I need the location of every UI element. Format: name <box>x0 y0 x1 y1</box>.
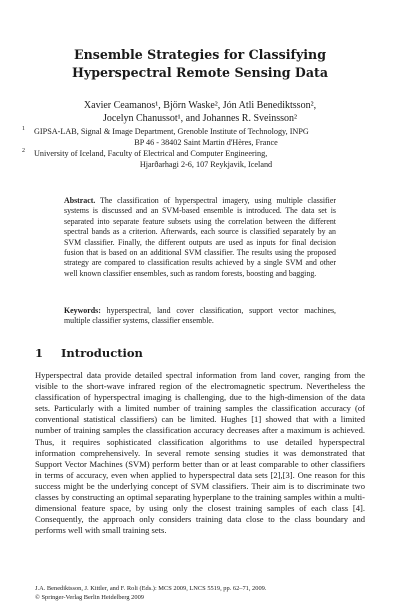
paper-title <box>0 46 400 82</box>
authors-line-1: Xavier Ceamanos¹, Björn Waske², Jón Atli Benediktsson², <box>83 100 317 111</box>
abstract-text: The classification of hyperspectral imagery, using multiple classifier systems is discussed and an SVM-based ensemble is introduced. The data set is separated into separate feature subsets using the correlation between the different spectral bands as a criterion. Afterwards, each source is classified separately by an SVM classifier. Finally, the different outputs are used as inputs for final decision fusion that is based on an additional SVM classifier. The results using the proposed strategy are compared to classification results achieved by a single SVM and other well known classifier ensembles, such as random forests, boosting and bagging. <box>64 196 336 278</box>
footer-line-2: © Springer-Verlag Berlin Heidelberg 2009 <box>35 593 144 601</box>
affiliation-1 <box>22 126 378 148</box>
keywords <box>64 306 336 327</box>
footer-line-1: J.A. Benediktsson, J. Kittler, and F. Roli (Eds.): MCS 2009, LNCS 5519, pp. 62–71, 2009. <box>35 585 267 592</box>
affiliation-number: 2 <box>22 148 25 154</box>
title-line-2: Hyperspectral Remote Sensing Data <box>72 65 328 80</box>
affiliation-line-1: GIPSA-LAB, Signal & Image Department, Grenoble Institute of Technology, INPG <box>34 127 309 136</box>
introduction-paragraph: Hyperspectral data provide detailed spectral information from land cover, ranging from the visible to the short-wave infrared region of the electromagnetic spectrum. Nevertheless the classification of hyperspectral imaging is challenging, due to the high-dimension of the data sets. Particularly with a limited number of training samples the classification accuracy (of conventional statistical classifiers) can be limited. Hughes [1] showed that with a limited number of training samples the classification accuracy decreases after a maximum is achieved. Thus, it requires sophisticated classification algorithms to use detailed hyperspectral information comprehensively. In several remote sensing studies it was demonstrated that Support Vector Machines (SVM) perform better than or at least comparable to other classifiers in terms of accuracy, even when applied to hyperspectral data sets [2],[3]. One reason for this success might be the underlying concept of SVM classifiers. Their aim is to discriminate two classes by constructing an optimal separating hyperplane to the training samples within a multi-dimensional feature space, by using only the closest training samples of each class [4]. Consequently, the approach only considers training data close to the class boundary and performs well with small training sets. <box>35 370 365 536</box>
section-title: Introduction <box>61 346 143 360</box>
affiliations <box>22 126 378 170</box>
title-line-1: Ensemble Strategies for Classifying <box>73 47 327 62</box>
abstract-label: Abstract. <box>64 196 96 205</box>
affiliation-line-2: BP 46 - 38402 Saint Martin d'Hères, France <box>134 138 278 147</box>
affiliation-line-1: University of Iceland, Faculty of Electrical and Computer Engineering, <box>34 149 268 158</box>
section-heading <box>35 346 143 360</box>
section-number: 1 <box>35 346 44 360</box>
author-list <box>0 99 400 125</box>
keywords-text: hyperspectral, land cover classification, support vector machines, multiple classifier systems, classifier ensemble. <box>64 306 336 326</box>
affiliation-number: 1 <box>22 126 25 132</box>
footer-citation <box>35 585 365 602</box>
affiliation-2 <box>22 148 378 170</box>
abstract <box>64 196 336 279</box>
affiliation-line-2: Hjarðarhagi 2-6, 107 Reykjavik, Iceland <box>139 160 273 169</box>
keywords-label: Keywords: <box>64 306 101 315</box>
authors-line-2: Jocelyn Chanussot¹, and Johannes R. Sveinsson² <box>102 113 298 124</box>
